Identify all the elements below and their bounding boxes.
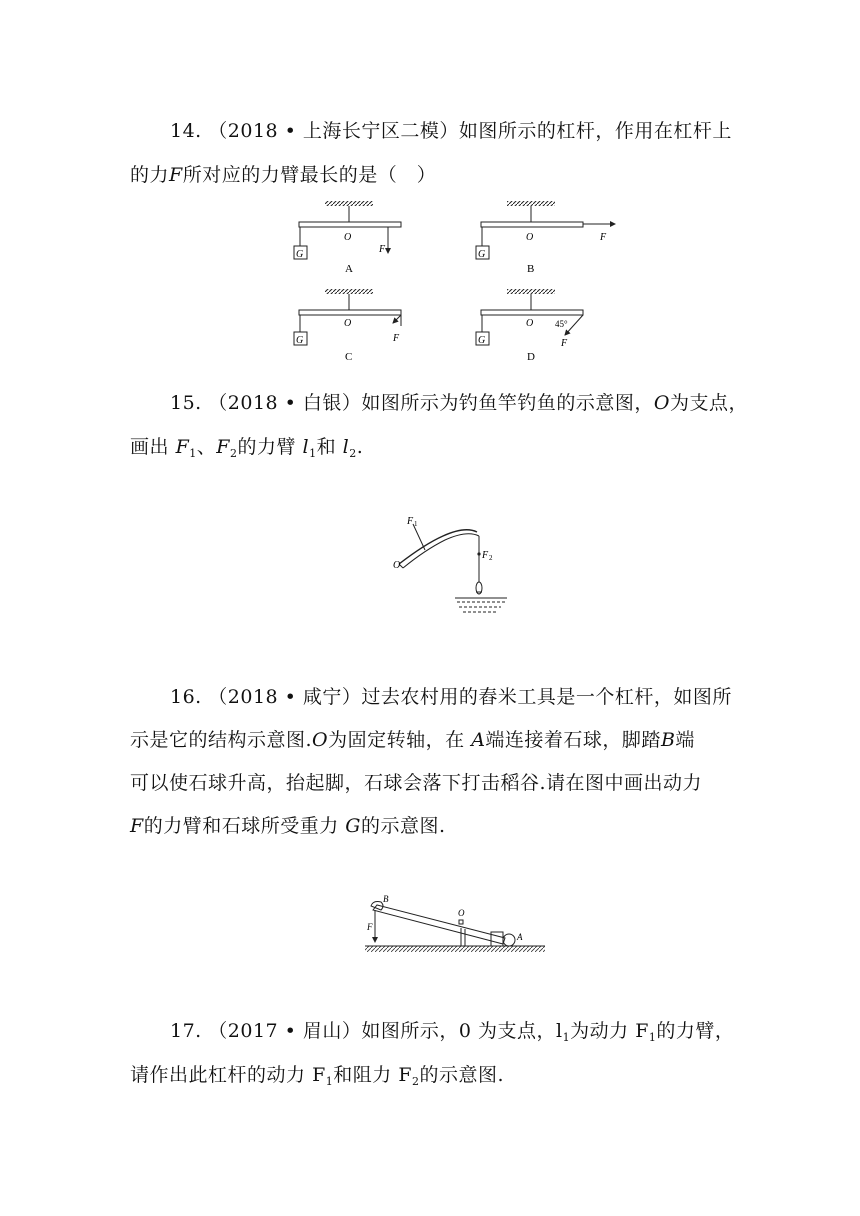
fig15-F1: F [407,516,414,527]
q16-text2d: 端 [675,729,695,751]
q16-text4a: 的力臂和石球所受重力 [143,815,339,837]
q17-F2: F [398,1064,412,1086]
q16-text2a: 示是它的结构示意图. [130,729,313,751]
q14-text2b: 所对应的力臂最长的是（ ） [182,164,437,186]
option-d-G: G [478,335,486,346]
q15-text2a: 画出 [130,436,170,458]
q15-F2: F [216,436,230,458]
fishing-rod-figure [385,512,525,616]
q15-text1b: 为支点， [670,392,749,414]
q15-source: （2018 • 白银） [208,392,362,414]
q15-sep: 、 [196,436,217,458]
q17-text1a: 如图所示，0 为支点， [361,1020,557,1042]
option-b-G: G [478,249,486,260]
q14-options-figure [285,196,625,366]
q14-text1: 如图所示的杠杆，作用在杠杆上 [458,120,732,142]
q15-F2-sub: 2 [229,447,238,460]
q17-text1b: 为动力 [570,1020,629,1042]
q16-G: G [345,815,361,837]
q17-text2c: 的示意图. [419,1064,505,1086]
option-d-angle: 45° [555,319,568,329]
option-a-F: F [379,244,386,255]
option-c-F: F [393,333,400,344]
q17-F1-sub: 1 [648,1031,657,1044]
fig15-O: O [393,560,401,571]
q17-line1 [170,1016,734,1044]
q15-F1-sub: 1 [189,447,197,460]
option-d-label: D [527,351,535,363]
option-b-label: B [527,263,535,275]
q17-l1-sub: 1 [562,1031,571,1044]
fig15-F2: F [482,550,489,561]
fig16-B: B [383,894,389,904]
q17-text1c: 的力臂， [656,1020,735,1042]
option-a-G: G [296,249,304,260]
q16-line3 [130,768,702,795]
q16-text2c: 端连接着石球，脚踏 [485,729,661,751]
q17-text2a: 请作出此杠杆的动力 [130,1064,306,1086]
fig15-F1-sub: 1 [414,520,418,528]
q16-text1: 过去农村用的舂米工具是一个杠杆，如图所 [361,686,732,708]
fig16-A: A [517,932,523,942]
q17-line2 [130,1060,504,1088]
option-a-O: O [344,232,352,243]
q16-F: F [130,815,144,837]
q16-B: B [660,729,676,751]
q15-l2: l [342,436,350,458]
q16-line2 [130,725,695,752]
option-d-F: F [561,338,568,349]
q15-and: 和 [316,436,337,458]
q16-text4b: 的示意图. [360,815,446,837]
option-b-O: O [526,232,534,243]
option-b-lever [476,201,615,275]
q16-number: 16. [170,686,202,708]
q15-line2 [130,432,363,460]
fig15-F2-sub: 2 [489,554,493,562]
q17-source: （2017 • 眉山） [208,1020,362,1042]
q14-F: F [169,164,183,186]
q16-A: A [471,729,486,751]
q14-number: 14. [170,120,202,142]
q14-text2a: 的力 [130,164,170,186]
fig16-O: O [458,908,465,918]
q17-F2-sub: 2 [412,1075,420,1088]
option-c-label: C [345,351,353,363]
q17-l1: l [556,1020,563,1042]
option-c-lever [294,289,401,363]
q15-l2-sub: 2 [349,447,357,460]
option-c-O: O [344,318,352,329]
q16-source: （2018 • 咸宁） [208,686,362,708]
q16-line1 [170,682,732,709]
option-c-G: G [296,335,304,346]
option-a-label: A [345,263,353,275]
q17-F1b-sub: 1 [325,1075,334,1088]
option-d-O: O [526,318,534,329]
q17-F1b: F [312,1064,326,1086]
q17-number: 17. [170,1020,202,1042]
option-d-lever [476,289,583,363]
q17-F1: F [635,1020,649,1042]
q15-l1: l [302,436,310,458]
q16-text3: 可以使石球升高，抬起脚，石球会落下打击稻谷.请在图中画出动力 [130,772,703,794]
q15-F1: F [175,436,190,458]
option-a-lever [294,201,401,275]
q15-line1 [170,388,748,415]
q17-text2b: 和阻力 [333,1064,392,1086]
q16-O: O [312,729,329,751]
option-b-F: F [600,232,607,243]
fig16-F: F [367,922,373,932]
q14-line1 [170,116,732,143]
q15-end: . [356,436,364,458]
q15-text2b: 的力臂 [237,436,296,458]
q14-line2 [130,160,436,187]
q15-O: O [653,392,670,414]
q16-line4 [130,811,445,838]
q15-text1a: 如图所示为钓鱼竿钓鱼的示意图， [361,392,654,414]
q15-number: 15. [170,392,202,414]
q15-l1-sub: 1 [309,447,317,460]
q16-text2b: 为固定转轴，在 [328,729,465,751]
q14-source: （2018 • 上海长宁区二模） [208,120,459,142]
rice-pounder-figure [363,892,548,956]
